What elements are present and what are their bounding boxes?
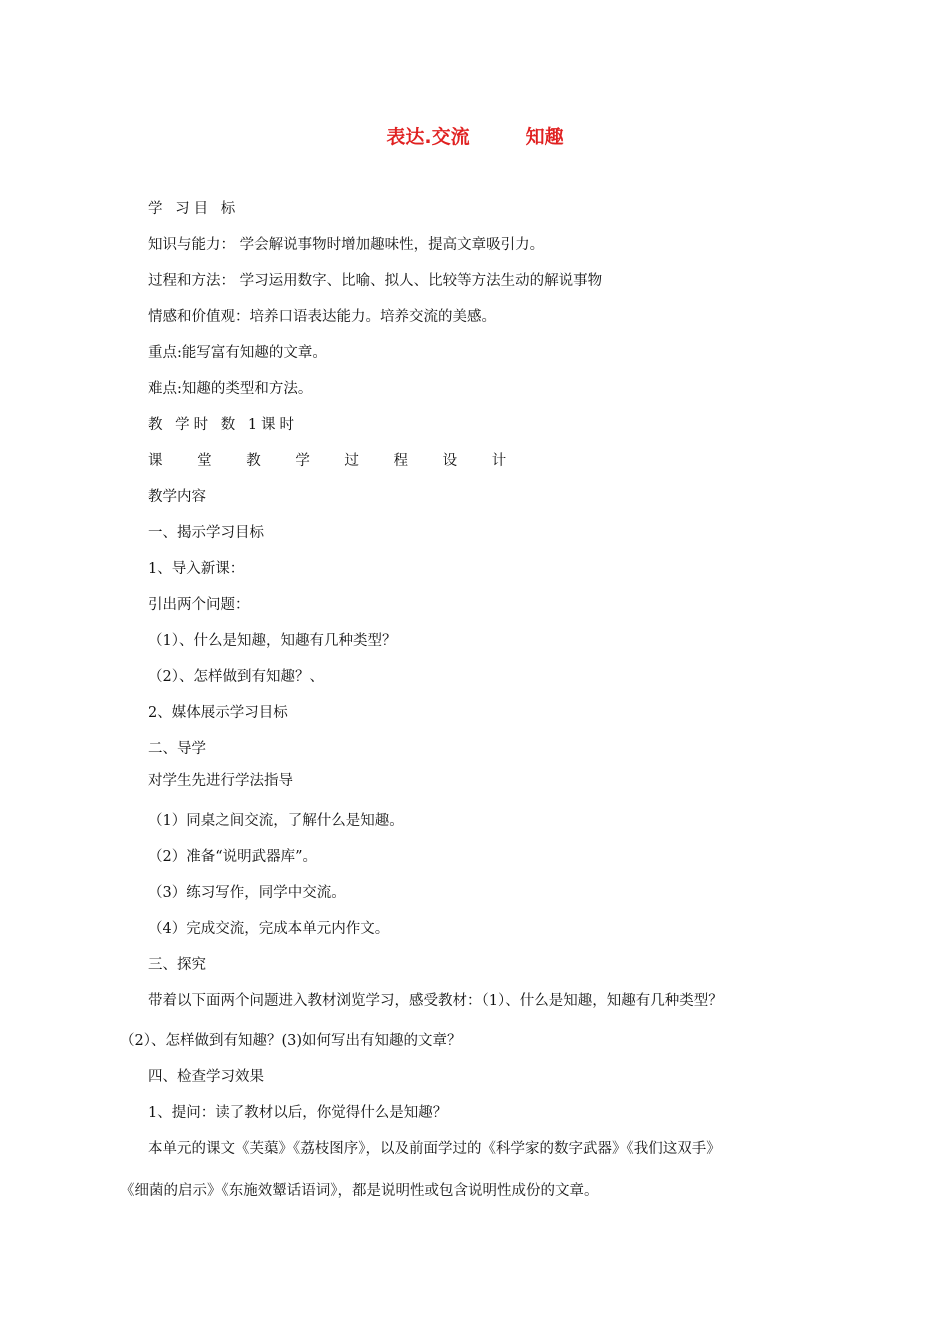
key-point: 重点:能写富有知趣的文章。 bbox=[148, 345, 327, 361]
part-4-heading: 四、检查学习效果 bbox=[148, 1069, 264, 1085]
questions-intro: 引出两个问题： bbox=[148, 597, 250, 613]
lesson-paragraph-line-1: 本单元的课文《芙蕖》《荔枝图序》，以及前面学过的《科学家的数字武器》《我们这双手》 bbox=[148, 1141, 721, 1157]
title-part-1: 表达.交流 bbox=[386, 126, 470, 148]
teaching-hours: 教 学时 数 1课时 bbox=[148, 417, 299, 433]
lesson-paragraph-line-2: 《细菌的启示》《东施效颦话语词》，都是说明性或包含说明性成份的文章。 bbox=[120, 1183, 599, 1199]
difficult-point: 难点:知趣的类型和方法。 bbox=[148, 381, 313, 397]
guidance-2: （2）准备“说明武器库”。 bbox=[148, 849, 318, 865]
step-2-media: 2、媒体展示学习目标 bbox=[148, 705, 288, 721]
question-1: （1）、什么是知趣，知趣有几种类型？ bbox=[148, 633, 397, 649]
step-1-intro: 1、导入新课： bbox=[148, 561, 245, 577]
section-heading-design: 课 堂 教 学 过 程 设 计 bbox=[148, 453, 522, 469]
objective-emotion: 情感和价值观：培养口语表达能力。培养交流的美感。 bbox=[148, 309, 496, 325]
explore-paragraph-line-2: （2）、怎样做到有知趣？(3)如何写出有知趣的文章？ bbox=[120, 1033, 462, 1049]
explore-paragraph-line-1: 带着以下面两个问题进入教材浏览学习，感受教材：（1）、什么是知趣，知趣有几种类型？ bbox=[148, 993, 723, 1009]
part-1-heading: 一、揭示学习目标 bbox=[148, 525, 264, 541]
part-3-heading: 三、探究 bbox=[148, 957, 206, 973]
guidance-1: （1）同桌之间交流，了解什么是知趣。 bbox=[148, 813, 404, 829]
question-2: （2）、怎样做到有知趣？、 bbox=[148, 669, 324, 685]
guidance-3: （3）练习写作，同学中交流。 bbox=[148, 885, 346, 901]
guidance-intro: 对学生先进行学法指导 bbox=[148, 773, 293, 789]
title-part-2: 知趣 bbox=[525, 126, 564, 148]
teaching-content-heading: 教学内容 bbox=[148, 489, 206, 505]
objective-process: 过程和方法： 学习运用数字、比喻、拟人、比较等方法生动的解说事物 bbox=[148, 273, 603, 289]
document-title bbox=[0, 124, 950, 150]
guidance-4: （4）完成交流，完成本单元内作文。 bbox=[148, 921, 390, 937]
part-2-heading: 二、导学 bbox=[148, 741, 206, 757]
objective-knowledge: 知识与能力： 学会解说事物时增加趣味性，提高文章吸引力。 bbox=[148, 237, 545, 253]
section-heading-objectives: 学 习目 标 bbox=[148, 201, 240, 217]
check-question: 1、提问：读了教材以后，你觉得什么是知趣？ bbox=[148, 1105, 448, 1121]
